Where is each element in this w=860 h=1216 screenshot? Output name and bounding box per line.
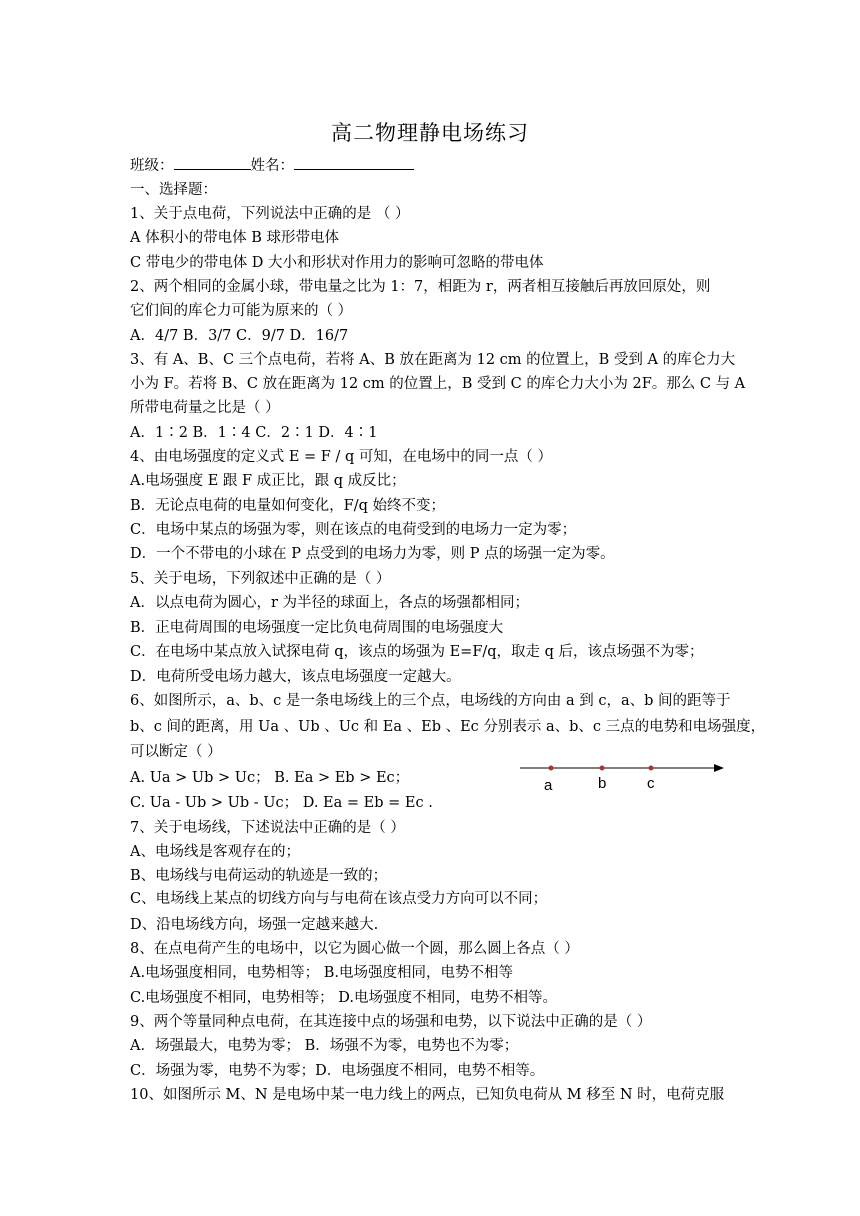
option-line: A.电场强度 E 跟 F 成正比，跟 q 成反比； [130,473,406,489]
question-line: 8、在点电荷产生的电场中，以它为圆心做一个圆，那么圆上各点（ ） [130,941,579,957]
question-line: 10、如图所示 M、N 是电场中某一电力线上的两点，已知负电荷从 M 移至 N 时，电荷克服 [130,1087,725,1103]
section-heading: 一、选择题： [130,182,217,198]
option-line: C、电场线上某点的切线方向与与电荷在该点受力方向可以不同； [130,891,548,907]
name-blank[interactable] [294,154,414,170]
option-line: C．在电场中某点放入试探电荷 q，该点的场强为 E=F/q，取走 q 后，该点场强不为零； [130,644,704,660]
option-line: A．4/7 B．3/7 C．9/7 D．16/7 [130,328,349,344]
page-title: 高二物理静电场练习 [331,121,529,145]
name-label: 姓名： [250,158,294,174]
point-c [649,766,654,771]
option-line: A．以点电荷为圆心，r 为半径的球面上，各点的场强都相同； [130,595,530,611]
field-line-figure [518,754,730,794]
option-line: D．一个不带电的小球在 P 点受到的电场力为零，则 P 点的场强一定为零。 [130,546,615,562]
question-line: 7、关于电场线，下述说法中正确的是（ ） [130,820,405,836]
option-line: A.电场强度相同，电势相等； B.电场强度相同，电势不相等 [130,965,513,981]
option-line: C.电场强度不相同，电势相等； D.电场强度不相同，电势不相等。 [130,990,558,1006]
point-label-b: b [598,775,607,792]
option-line: A．1∶2 B．1∶4 C．2∶1 D．4∶1 [130,425,378,441]
question-line: b、c 间的距离，用 Ua 、Ub 、Uc 和 Ea 、Eb 、Ec 分别表示 a、b、c 三点的电势和电场强度， [130,719,766,735]
option-line: B、电场线与电荷运动的轨迹是一致的； [130,868,388,884]
question-line: 它们间的库仑力可能为原来的（ ） [130,303,353,319]
option-line: C．电场中某点的场强为零，则在该点的电荷受到的电场力一定为零； [130,522,577,538]
question-line: 5、关于电场，下列叙述中正确的是（ ） [130,571,391,587]
question-line: 4、由电场强度的定义式 E = F / q 可知，在电场中的同一点（ ） [130,449,552,465]
point-b [600,766,605,771]
option-line: A. Ua > Ub > Uc； B. Ea > Eb > Ec； [130,770,410,786]
point-a [549,766,554,771]
question-line: 可以断定（ ） [130,744,222,760]
question-line: 3、有 A、B、C 三个点电荷，若将 A、B 放在距离为 12 cm 的位置上，B 受到 A 的库仑力大 [130,352,736,368]
option-line: A、电场线是客观存在的； [130,844,300,860]
question-line: 2、两个相同的金属小球，带电量之比为 1：7，相距为 r，两者相互接触后再放回原处，则 [130,279,711,295]
header-fields [130,154,414,176]
option-line: D．电荷所受电场力越大，该点电场强度一定越大。 [130,669,461,685]
class-blank[interactable] [174,154,251,170]
arrow-head-icon [714,764,724,772]
point-label-c: c [647,775,655,792]
question-line: 所带电荷量之比是（ ） [130,400,280,416]
question-line: 小为 F。若将 B、C 放在距离为 12 cm 的位置上，B 受到 C 的库仑力大小为 2F。那么 C 与 A [130,376,746,392]
option-line: C．场强为零，电势不为零；D．电场强度不相同，电势不相等。 [130,1063,545,1079]
option-line: D、沿电场线方向，场强一定越来越大. [130,917,379,933]
option-line: A．场强最大，电势为零； B．场强不为零，电势也不为零； [130,1038,519,1054]
option-line: B．无论点电荷的电量如何变化，F/q 始终不变； [130,498,445,514]
option-line: B．正电荷周围的电场强度一定比负电荷周围的电场强度大 [130,620,504,636]
point-label-a: a [544,777,553,794]
question-line: 1、关于点电荷，下列说法中正确的是 （ ） [130,206,410,222]
class-label: 班级： [130,158,174,174]
question-line: 6、如图所示，a、b、c 是一条电场线上的三个点，电场线的方向由 a 到 c，a、b 间的距等于 [130,693,731,709]
question-line: 9、两个等量同种点电荷，在其连接中点的场强和电势，以下说法中正确的是（ ） [130,1014,652,1030]
option-line: C 带电少的带电体 D 大小和形状对作用力的影响可忽略的带电体 [130,255,544,271]
option-line: A 体积小的带电体 B 球形带电体 [130,230,339,246]
option-line: C. Ua - Ub > Ub - Uc； D. Ea = Eb = Ec . [130,795,433,811]
